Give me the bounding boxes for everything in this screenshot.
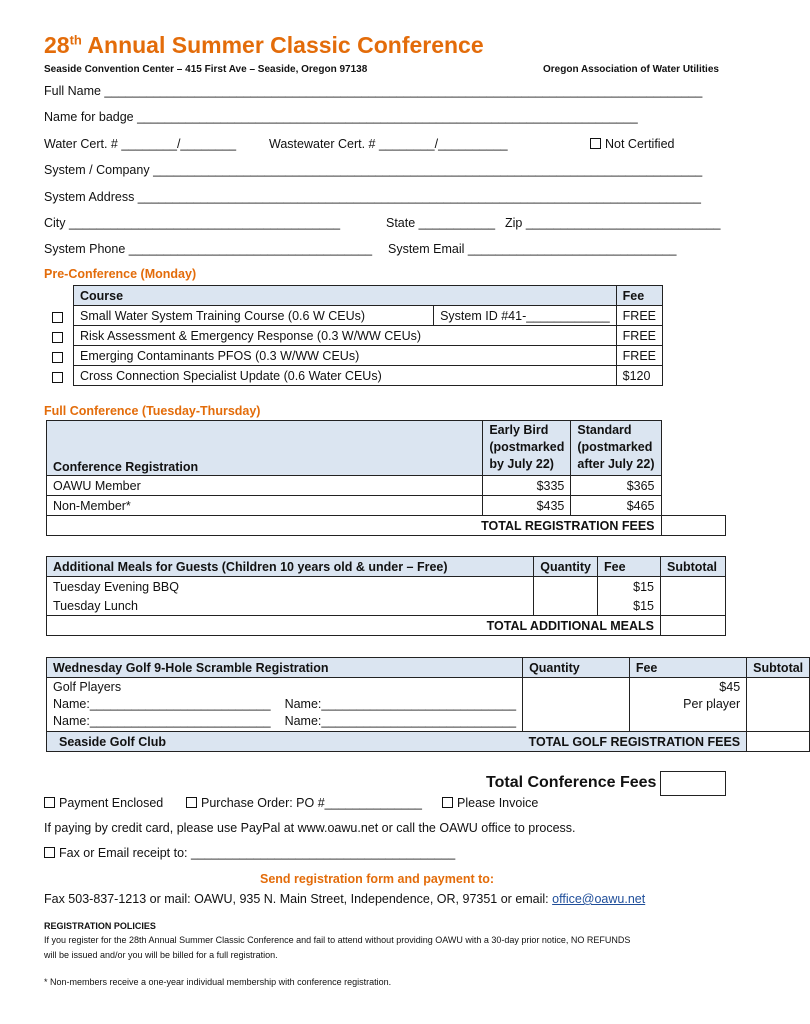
total-row [47,732,810,752]
receipt-field[interactable]: Fax or Email receipt to: ______________________________________ [59,846,456,860]
table-row [74,346,663,366]
policies-line-1: If you register for the 28th Annual Summer Classic Conference and fail to attend without providing OAWU with a 30-day prior notice, NO REFUNDS [44,935,631,945]
badge-name-field[interactable]: Name for badge ________________________________________________________________________ [44,110,638,124]
city-field[interactable]: City _______________________________________ [44,216,341,230]
standard-header [571,421,661,476]
organization-name: Oregon Association of Water Utilities [543,64,719,75]
mailing-text: Fax 503-837-1213 or mail: OAWU, 935 N. Main Street, Independence, OR, 97351 or email: [44,892,553,906]
spacer-cell [661,476,726,496]
early-bird-price: $335 [483,476,571,496]
golf-club-name: Seaside Golf Club [47,732,523,752]
course-fee: $120 [616,366,662,386]
policies-line-2: will be issued and/or you will be billed for a full registration. [44,950,278,960]
course-name: Cross Connection Specialist Update (0.6 Water CEUs) [74,366,617,386]
early-bird-line1: Early Bird [489,423,549,437]
golf-fee-cell [629,678,746,732]
title-suffix: th [69,32,82,48]
course-header: Course [74,286,617,306]
preconference-heading: Pre-Conference (Monday) [44,267,197,281]
meal-subtotal[interactable] [661,596,726,616]
golf-name-row-2 [53,713,516,730]
table-row [47,476,726,496]
table-header [47,658,810,678]
table-row [74,306,663,326]
meal-name: Tuesday Evening BBQ [47,577,534,597]
total-registration-label: TOTAL REGISTRATION FEES [47,516,662,536]
email-link[interactable]: office@oawu.net [552,892,646,906]
meals-heading: Additional Meals for Guests (Children 10 years old & under – Free) [47,557,534,577]
not-certified-checkbox[interactable] [590,138,601,149]
meals-table [46,556,726,636]
golf-name-field[interactable]: Name:__________________________ [53,697,271,711]
system-address-field[interactable]: System Address _________________________________________________________________________________ [44,190,701,204]
water-cert-field[interactable]: Water Cert. # ________/________ [44,137,237,151]
course-name: Small Water System Training Course (0.6 W CEUs) [74,306,434,326]
total-conference-fees-box[interactable] [660,771,726,796]
venue-line: Seaside Convention Center – 415 First Ave – Seaside, Oregon 97138 [44,64,368,75]
golf-table [46,657,810,752]
mailing-info [44,892,645,906]
full-name-field[interactable]: Full Name ______________________________________________________________________________________ [44,84,703,98]
system-phone-field[interactable]: System Phone ___________________________________ [44,242,373,256]
course-name: Emerging Contaminants PFOS (0.3 W/WW CEUs) [74,346,617,366]
page-title [44,32,484,59]
golf-subtotal[interactable] [747,678,810,732]
golf-name-field[interactable]: Name:__________________________ [53,714,271,728]
golf-players-row [47,678,810,732]
total-meals-label: TOTAL ADDITIONAL MEALS [47,616,661,636]
meal-subtotal[interactable] [661,577,726,597]
standard-line1: Standard [577,423,632,437]
system-company-field[interactable]: System / Company _______________________________________________________________________________ [44,163,703,177]
title-number: 28 [44,32,70,58]
table-row [74,326,663,346]
fee-header: Fee [598,557,661,577]
standard-line2: (postmarked [577,440,653,454]
meal-name: Tuesday Lunch [47,596,534,616]
send-heading: Send registration form and payment to: [260,872,495,886]
preconf-checkbox-2[interactable] [52,329,67,347]
total-registration-box[interactable] [661,516,726,536]
wastewater-cert-field[interactable]: Wastewater Cert. # ________/__________ [269,137,508,151]
receipt-option[interactable] [44,846,455,860]
invoice-label: Please Invoice [457,796,539,810]
early-bird-line2: (postmarked [489,440,565,454]
table-header [47,421,726,476]
course-fee: FREE [616,306,662,326]
meal-quantity[interactable] [534,577,598,597]
preconference-table [73,285,663,386]
full-conference-table [46,420,726,536]
golf-fee-per: Per player [683,697,741,711]
title-text: Annual Summer Classic Conference [81,32,484,58]
preconf-checkbox-3[interactable] [52,349,67,367]
total-golf-label: TOTAL GOLF REGISTRATION FEES [523,732,747,752]
table-row [47,596,726,616]
purchase-order-label: Purchase Order: PO #______________ [201,796,422,810]
total-golf-box[interactable] [747,732,810,752]
total-row [47,516,726,536]
full-conference-heading: Full Conference (Tuesday-Thursday) [44,404,261,418]
invoice-checkbox[interactable] [442,797,453,808]
course-fee: FREE [616,346,662,366]
golf-players-cell [47,678,523,732]
table-row [74,366,663,386]
golf-players-label: Golf Players [53,680,122,694]
table-row [47,496,726,516]
standard-price: $465 [571,496,661,516]
conference-registration-header: Conference Registration [47,421,483,476]
member-type: OAWU Member [47,476,483,496]
course-fee: FREE [616,326,662,346]
quantity-header: Quantity [534,557,598,577]
golf-quantity[interactable] [523,678,630,732]
total-meals-box[interactable] [661,616,726,636]
meal-fee: $15 [598,596,661,616]
payment-enclosed-label: Payment Enclosed [59,796,164,810]
receipt-checkbox[interactable] [44,847,55,858]
member-type: Non-Member* [47,496,483,516]
table-row [47,577,726,597]
course-name: Risk Assessment & Emergency Response (0.3 W/WW CEUs) [74,326,617,346]
subtotal-header: Subtotal [747,658,810,678]
table-header [74,286,663,306]
standard-price: $365 [571,476,661,496]
not-certified-option[interactable] [590,137,674,151]
fee-header: Fee [629,658,746,678]
policies-heading: REGISTRATION POLICIES [44,921,156,931]
purchase-order-checkbox[interactable] [186,797,197,808]
meal-quantity[interactable] [534,596,598,616]
zip-field[interactable]: Zip ____________________________ [505,216,721,230]
early-bird-line3: by July 22) [489,457,554,471]
invoice-option[interactable] [442,796,538,810]
subtotal-header: Subtotal [661,557,726,577]
golf-name-field[interactable]: Name:____________________________ [284,714,517,728]
quantity-header: Quantity [523,658,630,678]
payment-enclosed-checkbox[interactable] [44,797,55,808]
state-field[interactable]: State ___________ [386,216,496,230]
golf-heading: Wednesday Golf 9-Hole Scramble Registration [47,658,523,678]
total-row [47,616,726,636]
system-id-field[interactable]: System ID #41-____________ [434,306,617,326]
preconf-checkbox-1[interactable] [52,309,67,327]
table-header [47,557,726,577]
credit-card-note: If paying by credit card, please use PayPal at www.oawu.net or call the OAWU office to process. [44,821,576,835]
system-email-field[interactable]: System Email ______________________________ [388,242,677,256]
total-conference-fees-label: Total Conference Fees [486,774,657,791]
membership-footnote: * Non-members receive a one-year individual membership with conference registration. [44,977,392,987]
early-bird-header [483,421,571,476]
early-bird-price: $435 [483,496,571,516]
spacer-cell [661,421,726,476]
fee-header: Fee [616,286,662,306]
not-certified-label: Not Certified [605,137,675,151]
payment-enclosed-option[interactable] [44,796,163,810]
golf-name-field[interactable]: Name:____________________________ [284,697,517,711]
standard-line3: after July 22) [577,457,655,471]
purchase-order-option[interactable] [186,796,422,810]
golf-fee: $45 [719,680,741,694]
spacer-cell [661,496,726,516]
meal-fee: $15 [598,577,661,597]
preconf-checkbox-4[interactable] [52,369,67,387]
golf-name-row-1 [53,696,516,713]
